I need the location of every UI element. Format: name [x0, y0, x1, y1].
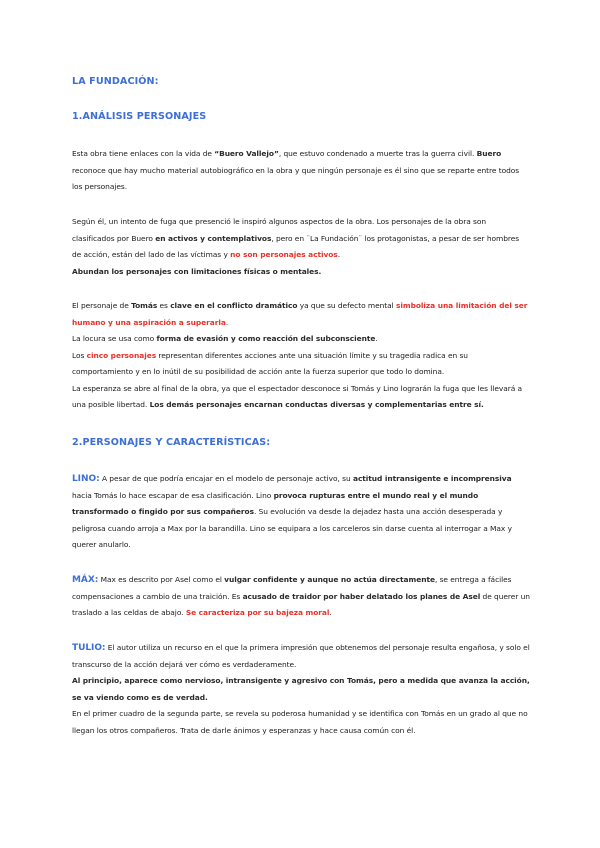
- character-name-tulio: TULIO:: [72, 643, 106, 653]
- heading-analisis: 1.ANÁLISIS PERSONAJES: [72, 111, 207, 122]
- paragraph-lino: LINO: A pesar de que podría encajar en el modelo de personaje activo, su actitud intransigente e incomprensiva hacia Tomás lo hace escapar de esa clasificación. Lino provoca rupturas entre el mundo real y el mundo transformado o fingido por sus compañeros. Su evolución va desde la dejadez hasta una acción desesperada y peligrosa cuando arroja a Max por la barandilla. Lino se equipara a los carceleros sin darse cuenta al interrogar a Max y querer anularlo.: [72, 474, 512, 549]
- character-name-lino: LINO:: [72, 474, 100, 484]
- character-name-max: MÁX:: [72, 575, 99, 585]
- paragraph-clasificacion: Según él, un intento de fuga que presenció le inspiró algunos aspectos de la obra. Los personajes de la obra son clasificados por Buero en activos y contemplativos, pero en ¨La Fundación¨ los protagonistas, a pesar de ser hombres de acción, están del lado de las víctimas y no son personajes activos. Abundan los personajes con limitaciones físicas o mentales.: [72, 217, 520, 276]
- paragraph-max: MÁX: Max es descrito por Asel como el vulgar confidente y aunque no actúa directamente, se entrega a fáciles compensaciones a cambio de una traición. Es acusado de traidor por haber delatado los planes de Asel de querer un traslado a las celdas de abajo. Se caracteriza por su bajeza moral.: [72, 575, 530, 617]
- heading-personajes: 2.PERSONAJES Y CARACTERÍSTICAS:: [72, 437, 271, 448]
- paragraph-intro: Esta obra tiene enlaces con la vida de “Buero Vallejo”, que estuvo condenado a muerte tras la guerra civil. Buero reconoce que hay mucho material autobiográfico en la obra y que ningún personaje es él sino que se reparte entre todos los personajes.: [72, 149, 520, 191]
- paragraph-tulio: TULIO: El autor utiliza un recurso en el que la primera impresión que obtenemos del personaje resulta engañosa, y solo el transcurso de la acción dejará ver cómo es verdaderamente. Al principio, aparece como nervioso, intransigente y agresivo con Tomás, pero a medida que avanza la acción, se va viendo como es de verdad. En el primer cuadro de la segunda parte, se revela su poderosa humanidad y se identifica con Tomás en un grado al que no llegan los otros compañeros. Trata de darle ánimos y esperanzas y hace causa común con él.: [72, 643, 530, 735]
- heading-fundacion: LA FUNDACIÓN:: [72, 76, 159, 87]
- paragraph-tomas: El personaje de Tomás es clave en el conflicto dramático ya que su defecto mental simboliza una limitación del ser humano y una aspiración a superarla. La locura se usa como forma de evasión y como reacción del subconsciente. Los cinco personajes representan diferentes acciones ante una situación límite y su tragedia radica en su comportamiento y en lo inútil de su posibilidad de acción ante la fuerza superior que todo lo domina. La esperanza se abre al final de la obra, ya que el espectador desconoce si Tomás y Lino lograrán la fuga que les llevará a una posible libertad. Los demás personajes encarnan conductas diversas y complementarias entre sí.: [72, 301, 528, 409]
